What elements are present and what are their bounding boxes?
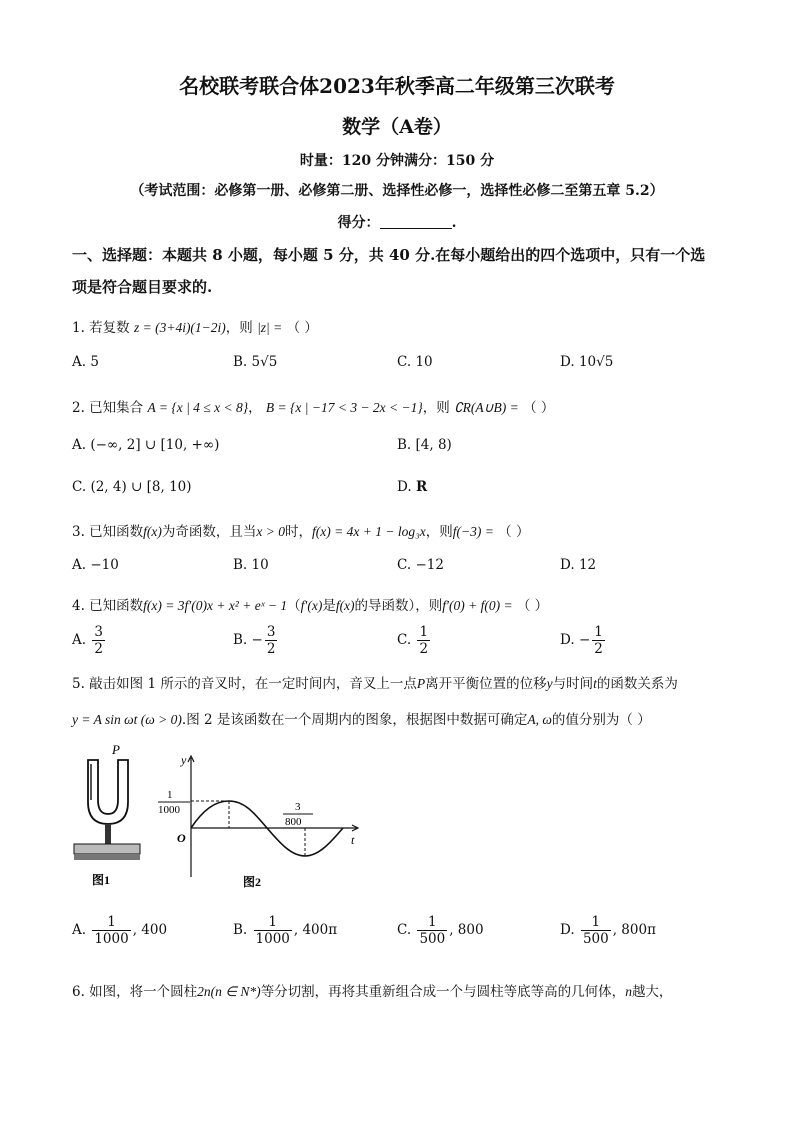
q4-option-b: B. − $\frac{3}{2}$ [233,624,276,657]
fork-base [74,844,140,854]
q2-paren: （ ） [523,400,555,416]
question-3-stem: 3. 已知函数f(x)为奇函数，且当x > 0时，f(x) = 4x + 1 − log₃x，则f(−3) = （ ） [72,524,530,540]
q1-stem-pre: 1. 若复数 [72,320,130,336]
fig2-t-label: t [351,833,355,847]
time-score-info: 时量：120 分钟满分：150 分 [299,153,495,169]
q1-option-d: D. 10√5 [560,354,614,370]
q4-option-d: D. − $\frac{1}{2}$ [560,624,603,657]
q2-stem-pre: 2. 已知集合 [72,400,144,416]
q1-expr: z = (3+4i)(1−2i) [133,320,226,335]
exam-subtitle: 数学（A卷） [342,116,452,138]
q3-option-a: A. −10 [72,557,119,573]
fig1-label-p: P [112,742,120,757]
q1-option-b: B. 5√5 [233,354,278,370]
question-5-line2: y = A sin ωt (ω > 0).图 2 是该函数在一个周期内的图象，根据图中数据可确定A, ω的值分别为（ ） [72,712,651,728]
section1-heading-line2: 项是符合题目要求的. [72,278,213,296]
q1-stem-mid: ，则 [225,320,253,336]
fork-body [88,760,128,824]
fig2-peak-num: 1 [167,789,173,801]
q5-option-d: D. $\frac{1}{500}$ , 800π [560,914,656,947]
q2-option-d: D. R [397,479,428,495]
exam-title: 名校联考联合体2023年秋季高二年级第三次联考 [179,74,615,98]
q2-set-a: A = {x | 4 ≤ x < 8} [147,400,249,415]
q2-option-b: B. [4, 8) [397,437,452,453]
section1-heading-line1: 一、选择题：本题共 8 小题，每小题 5 分，共 40 分.在每小题给出的四个选项中，只有一个选 [72,246,706,264]
question-4-stem: 4. 已知函数f(x) = 3f′(0)x + x² + eˣ − 1（f′(x)是f(x)的导函数），则f′(0) + f(0) = （ ） [72,598,549,614]
q2-option-c: C. (2, 4) ∪ [8, 10) [72,479,192,495]
q1-paren: （ ） [286,320,318,336]
q3-option-c: C. −12 [397,557,444,573]
q2-complement: ∁R(A∪B) = [454,400,519,415]
q3-option-b: B. 10 [233,557,269,573]
question-1-stem [72,316,318,336]
question-2-stem: 2. 已知集合 A = {x | 4 ≤ x < 8}， B = {x | −17 < 3 − 2x < −1}，则 ∁R(A∪B) = （ ） [72,400,555,416]
fig2-caption: 图2 [243,875,262,889]
figure-1-tuning-fork [68,740,148,890]
fork-stem [105,824,111,844]
score-line: 得分： . [337,215,457,231]
q2-stem-mid: ，则 [422,400,450,416]
fig2-t-num: 3 [295,801,301,813]
q5-option-a: A. $\frac{1}{1000}$ , 400 [72,914,168,947]
question-6-stem: 6. 如图，将一个圆柱2n(n ∈ N*)等分切割，再将其重新组合成一个与圆柱等底等高的几何体，n越大， [72,984,673,1000]
q1-option-c: C. 10 [397,354,433,370]
q2-set-b: B = {x | −17 < 3 − 2x < −1} [265,400,423,415]
score-blank [380,214,452,229]
q1-option-a: A. 5 [72,354,99,370]
q2-option-a: A. (−∞, 2] ∪ [10, +∞) [72,437,220,453]
score-label: 得分： [337,215,380,231]
fig2-peak-den: 1000 [158,804,180,816]
figure-2-sine-graph [155,752,365,892]
fig1-caption: 图1 [92,873,111,887]
fig2-y-label: y [181,753,187,767]
q1-abs: |z| = [257,320,283,335]
question-5-line1: 5. 敲击如图 1 所示的音叉时，在一定时间内，音叉上一点P离开平衡位置的位移y与时间t的函数关系为 [72,676,678,692]
q5-option-b: B. $\frac{1}{1000}$ , 400π [233,914,338,947]
exam-scope: （考试范围：必修第一册、必修第二册、选择性必修一，选择性必修二至第五章 5.2） [130,183,664,199]
fig2-origin: O [177,831,186,845]
q5-option-c: C. $\frac{1}{500}$ , 800 [397,914,484,947]
q4-option-c: C. $\frac{1}{2}$ [397,624,429,657]
q3-option-d: D. 12 [560,557,597,573]
fig2-t-den: 800 [285,816,302,828]
q4-option-a: A. $\frac{3}{2}$ [72,624,103,657]
